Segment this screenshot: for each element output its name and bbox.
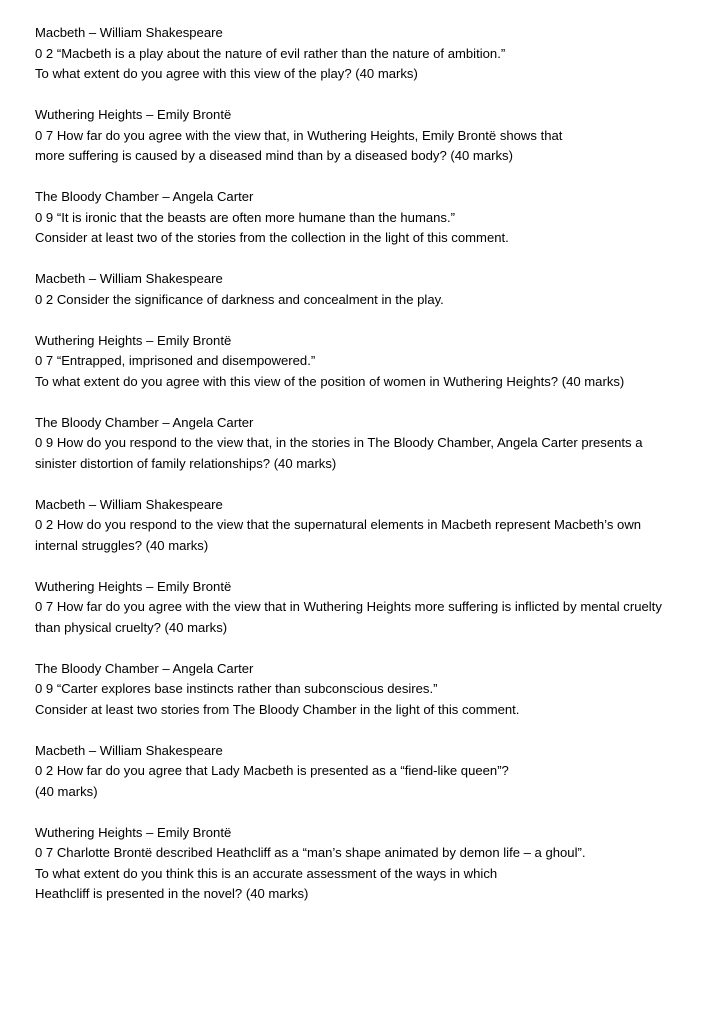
text-heading: Wuthering Heights – Emily Brontë (35, 107, 232, 122)
question-block (35, 659, 705, 721)
question-line: 0 9 How do you respond to the view that, in the stories in The Bloody Chamber, Angela Carter presents a (35, 435, 643, 450)
question-line: To what extent do you agree with this view of the position of women in Wuthering Heights? (40 marks) (35, 373, 625, 389)
question-block (35, 741, 705, 803)
question-line: than physical cruelty? (40 marks) (35, 619, 228, 635)
text-heading: The Bloody Chamber – Angela Carter (35, 660, 254, 676)
question-line: 0 7 How far do you agree with the view that in Wuthering Heights more suffering is inflicted by mental cruelty (35, 599, 662, 614)
text-heading: Wuthering Heights – Emily Brontë (35, 578, 232, 594)
question-line: To what extent do you agree with this view of the play? (40 marks) (35, 66, 418, 81)
question-line: 0 2 How far do you agree that Lady Macbeth is presented as a “fiend-like queen”? (35, 763, 509, 778)
question-block (35, 823, 705, 905)
question-line: internal struggles? (40 marks) (35, 537, 209, 553)
text-heading: Wuthering Heights – Emily Brontë (35, 332, 232, 348)
question-line: 0 2 How do you respond to the view that the supernatural elements in Macbeth represent Macbeth’s own (35, 517, 642, 532)
question-block (35, 495, 705, 557)
question-line: 0 7 “Entrapped, imprisoned and disempowered.” (35, 353, 316, 368)
text-heading: Macbeth – William Shakespeare (35, 271, 223, 286)
question-block (35, 413, 705, 475)
question-line: sinister distortion of family relationships? (40 marks) (35, 455, 337, 471)
question-line: Consider at least two of the stories from the collection in the light of this comment. (35, 230, 509, 245)
question-line: 0 2 Consider the significance of darkness and concealment in the play. (35, 291, 444, 307)
question-document (35, 23, 705, 925)
text-heading: Macbeth – William Shakespeare (35, 25, 223, 40)
question-line: To what extent do you think this is an accurate assessment of the ways in which (35, 865, 498, 881)
text-heading: Macbeth – William Shakespeare (35, 742, 223, 758)
text-heading: Wuthering Heights – Emily Brontë (35, 824, 232, 840)
question-line: 0 7 Charlotte Brontë described Heathcliff as a “man’s shape animated by demon life – a ghoul”. (35, 845, 586, 860)
question-line: 0 2 “Macbeth is a play about the nature of evil rather than the nature of ambition.” (35, 45, 506, 61)
question-block (35, 269, 705, 310)
question-line: 0 9 “Carter explores base instincts rather than subconscious desires.” (35, 681, 438, 696)
question-block (35, 187, 705, 249)
question-block (35, 331, 705, 393)
text-heading: The Bloody Chamber – Angela Carter (35, 414, 254, 430)
question-line: Heathcliff is presented in the novel? (40 marks) (35, 886, 309, 901)
question-block (35, 105, 705, 167)
question-line: 0 9 “It is ironic that the beasts are often more humane than the humans.” (35, 209, 455, 225)
text-heading: The Bloody Chamber – Angela Carter (35, 189, 254, 204)
question-line: 0 7 How far do you agree with the view that, in Wuthering Heights, Emily Brontë shows that (35, 127, 563, 143)
question-line: Consider at least two stories from The Bloody Chamber in the light of this comment. (35, 701, 520, 717)
text-heading: Macbeth – William Shakespeare (35, 496, 223, 512)
question-block (35, 23, 705, 85)
question-line: (40 marks) (35, 783, 98, 799)
question-line: more suffering is caused by a diseased mind than by a diseased body? (40 marks) (35, 148, 513, 163)
question-block (35, 577, 705, 639)
